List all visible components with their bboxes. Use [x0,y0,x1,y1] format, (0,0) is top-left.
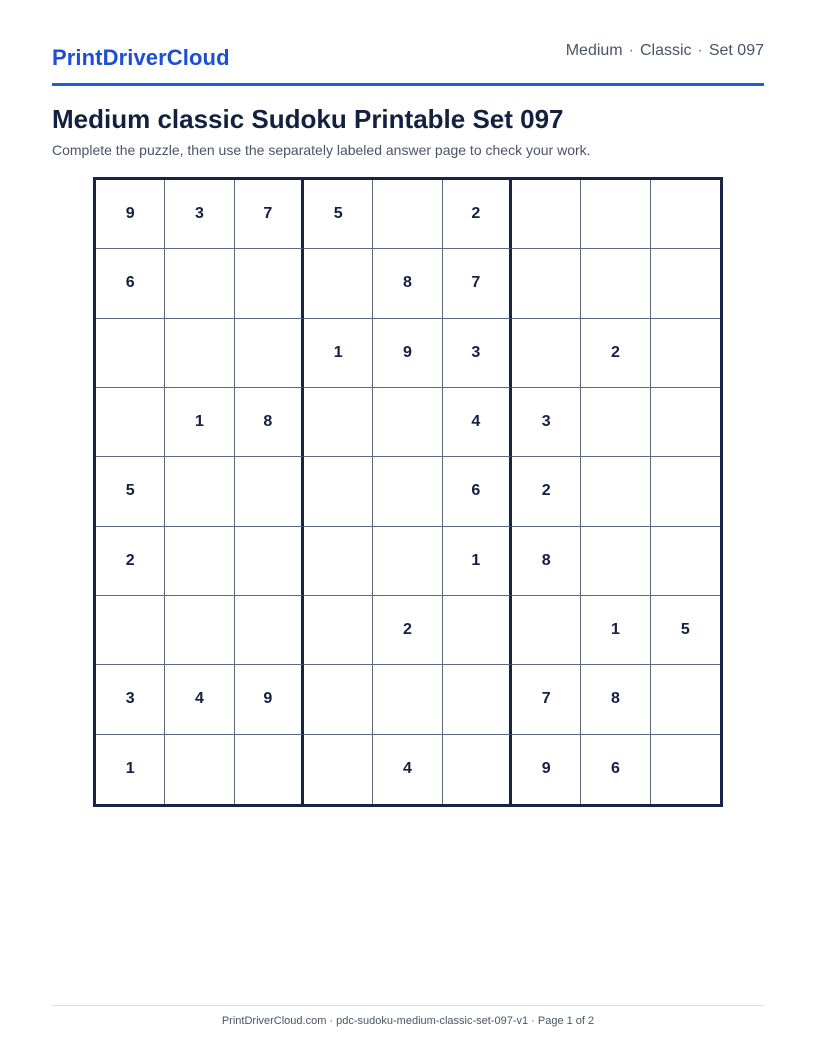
sudoku-grid [93,177,723,807]
sudoku-empty-cell [96,388,165,457]
meta-separator: · [628,42,634,59]
sudoku-given-cell: 2 [96,527,165,596]
sudoku-empty-cell [443,735,512,804]
sudoku-empty-cell [165,735,234,804]
sudoku-given-cell: 6 [443,457,512,526]
sudoku-empty-cell [581,527,650,596]
brand-logo: PrintDriverCloud [52,45,230,70]
sudoku-empty-cell [96,319,165,388]
sudoku-given-cell: 8 [373,249,442,318]
sudoku-empty-cell [581,457,650,526]
sudoku-given-cell: 8 [512,527,581,596]
sudoku-given-cell: 2 [443,180,512,249]
sudoku-given-cell: 3 [96,665,165,734]
sudoku-given-cell: 9 [373,319,442,388]
sudoku-empty-cell [235,319,304,388]
sudoku-empty-cell [651,319,720,388]
sudoku-empty-cell [443,665,512,734]
sudoku-given-cell: 1 [581,596,650,665]
meta-separator: · [697,42,703,59]
sudoku-empty-cell [96,596,165,665]
sudoku-empty-cell [235,457,304,526]
sudoku-empty-cell [651,735,720,804]
sudoku-given-cell: 6 [96,249,165,318]
puzzle-meta [566,41,764,61]
sudoku-empty-cell [512,319,581,388]
sudoku-empty-cell [235,249,304,318]
sudoku-empty-cell [304,388,373,457]
page-footer: PrintDriverCloud.com · pdc-sudoku-medium-classic-set-097-v1 · Page 1 of 2 [221,1015,595,1027]
sudoku-empty-cell [235,735,304,804]
sudoku-empty-cell [581,388,650,457]
sudoku-empty-cell [304,735,373,804]
sudoku-given-cell: 1 [96,735,165,804]
sudoku-given-cell: 6 [581,735,650,804]
sudoku-empty-cell [581,180,650,249]
sudoku-empty-cell [304,527,373,596]
sudoku-empty-cell [235,527,304,596]
style-label: Classic [639,42,692,59]
sudoku-empty-cell [373,665,442,734]
sudoku-given-cell: 7 [512,665,581,734]
sudoku-empty-cell [304,596,373,665]
sudoku-empty-cell [581,249,650,318]
sudoku-given-cell: 4 [165,665,234,734]
sudoku-given-cell: 4 [373,735,442,804]
sudoku-given-cell: 3 [165,180,234,249]
sudoku-given-cell: 8 [581,665,650,734]
sudoku-empty-cell [165,457,234,526]
sudoku-empty-cell [373,180,442,249]
sudoku-empty-cell [373,457,442,526]
sudoku-given-cell: 1 [165,388,234,457]
set-label: Set 097 [708,42,764,59]
sudoku-given-cell: 9 [96,180,165,249]
sudoku-given-cell: 7 [235,180,304,249]
sudoku-empty-cell [651,457,720,526]
sudoku-empty-cell [373,388,442,457]
sudoku-empty-cell [512,596,581,665]
sudoku-given-cell: 5 [651,596,720,665]
sudoku-given-cell: 2 [373,596,442,665]
sudoku-empty-cell [165,249,234,318]
sudoku-empty-cell [304,457,373,526]
footer-divider [52,1005,764,1006]
sudoku-empty-cell [165,319,234,388]
sudoku-given-cell: 5 [96,457,165,526]
sudoku-given-cell: 4 [443,388,512,457]
sudoku-empty-cell [235,596,304,665]
difficulty-label: Medium [565,42,623,59]
sudoku-empty-cell [165,527,234,596]
sudoku-given-cell: 9 [235,665,304,734]
sudoku-given-cell: 2 [512,457,581,526]
sudoku-given-cell: 3 [443,319,512,388]
sudoku-empty-cell [651,249,720,318]
header-divider [52,83,764,86]
sudoku-empty-cell [165,596,234,665]
sudoku-empty-cell [373,527,442,596]
sudoku-empty-cell [651,388,720,457]
sudoku-empty-cell [304,665,373,734]
sudoku-empty-cell [304,249,373,318]
page-title: Medium classic Sudoku Printable Set 097 [52,104,564,134]
sudoku-empty-cell [512,249,581,318]
sudoku-given-cell: 3 [512,388,581,457]
page-instructions: Complete the puzzle, then use the separately labeled answer page to check your work. [52,142,591,158]
sudoku-empty-cell [651,665,720,734]
sudoku-given-cell: 8 [235,388,304,457]
sudoku-given-cell: 2 [581,319,650,388]
sudoku-empty-cell [512,180,581,249]
sudoku-empty-cell [651,180,720,249]
sudoku-given-cell: 5 [304,180,373,249]
sudoku-empty-cell [443,596,512,665]
sudoku-given-cell: 1 [304,319,373,388]
sudoku-empty-cell [651,527,720,596]
sudoku-given-cell: 9 [512,735,581,804]
sudoku-given-cell: 1 [443,527,512,596]
sudoku-given-cell: 7 [443,249,512,318]
